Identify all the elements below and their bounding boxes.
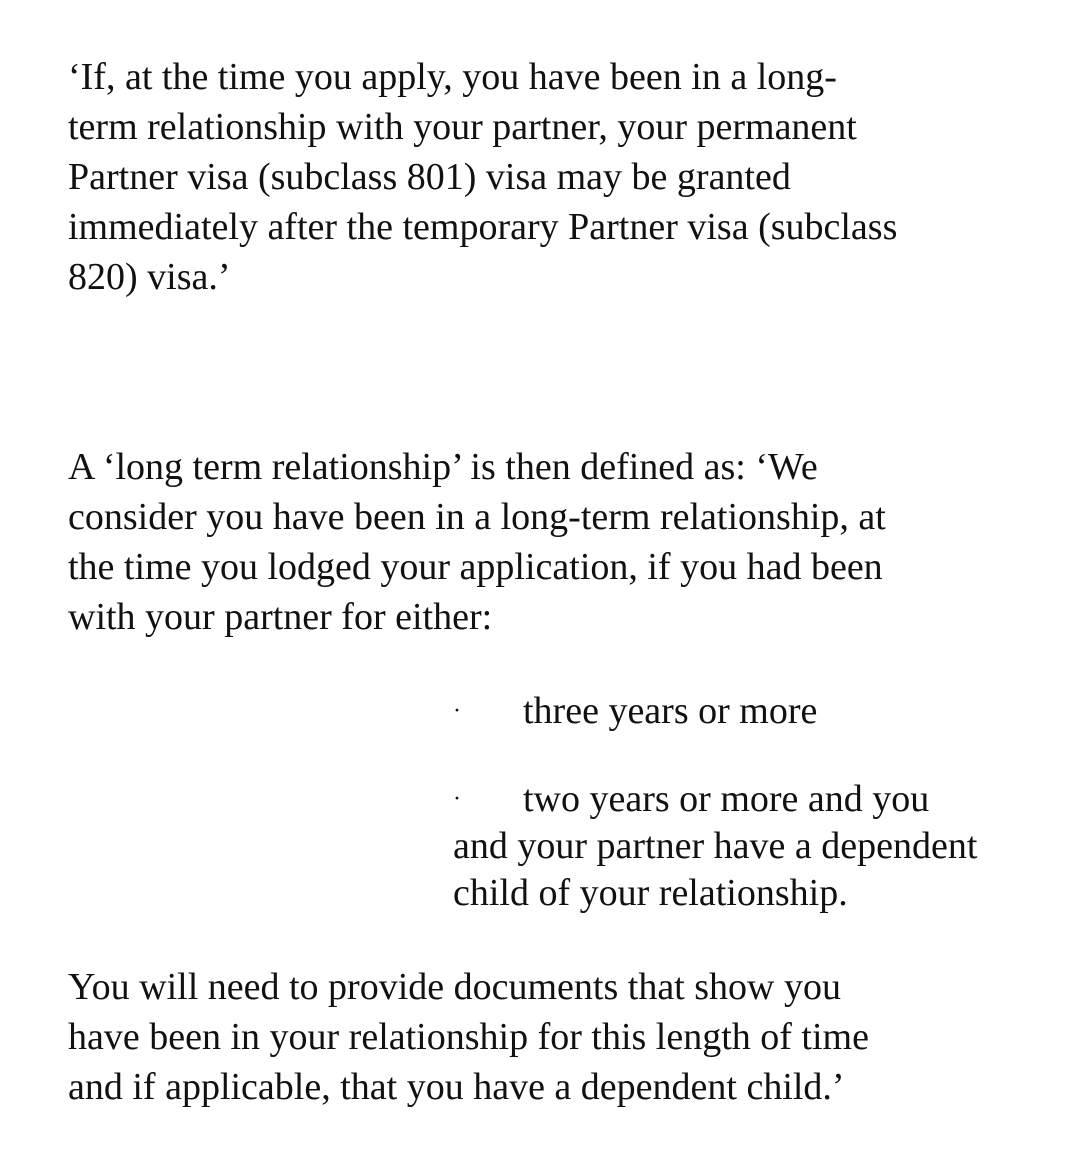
bullet-text: three years or more — [523, 690, 818, 732]
paragraph-partner-visa-grant — [68, 52, 1028, 302]
text-line: A ‘long term relationship’ is then defined as: ‘We — [68, 446, 818, 488]
bullet-dot-icon: · — [453, 698, 461, 724]
bullet-item-three-years — [453, 688, 1043, 735]
text-line: immediately after the temporary Partner visa (subclass — [68, 206, 898, 248]
text-line: have been in your relationship for this length of time — [68, 1016, 869, 1058]
bullet-text: two years or more and you — [523, 778, 930, 820]
bullet-dot-icon: · — [453, 786, 461, 812]
bullet-item-two-years — [453, 776, 1043, 917]
bullet-text: child of your relationship. — [453, 872, 848, 914]
text-line: consider you have been in a long-term relationship, at — [68, 496, 886, 538]
text-line: ‘If, at the time you apply, you have been in a long- — [68, 56, 837, 98]
bullet-line — [453, 688, 1043, 735]
bullet-text: and your partner have a dependent — [453, 825, 978, 867]
text-line: term relationship with your partner, your permanent — [68, 106, 857, 148]
text-line: the time you lodged your application, if you had been — [68, 546, 883, 588]
paragraph-documents-required — [68, 962, 1028, 1112]
text-line: and if applicable, that you have a dependent child.’ — [68, 1066, 845, 1108]
paragraph-long-term-definition — [68, 442, 1028, 642]
text-line: with your partner for either: — [68, 596, 493, 638]
text-line: Partner visa (subclass 801) visa may be granted — [68, 156, 791, 198]
bullet-line — [453, 776, 1043, 823]
text-line: You will need to provide documents that show you — [68, 966, 841, 1008]
text-line: 820) visa.’ — [68, 256, 231, 298]
